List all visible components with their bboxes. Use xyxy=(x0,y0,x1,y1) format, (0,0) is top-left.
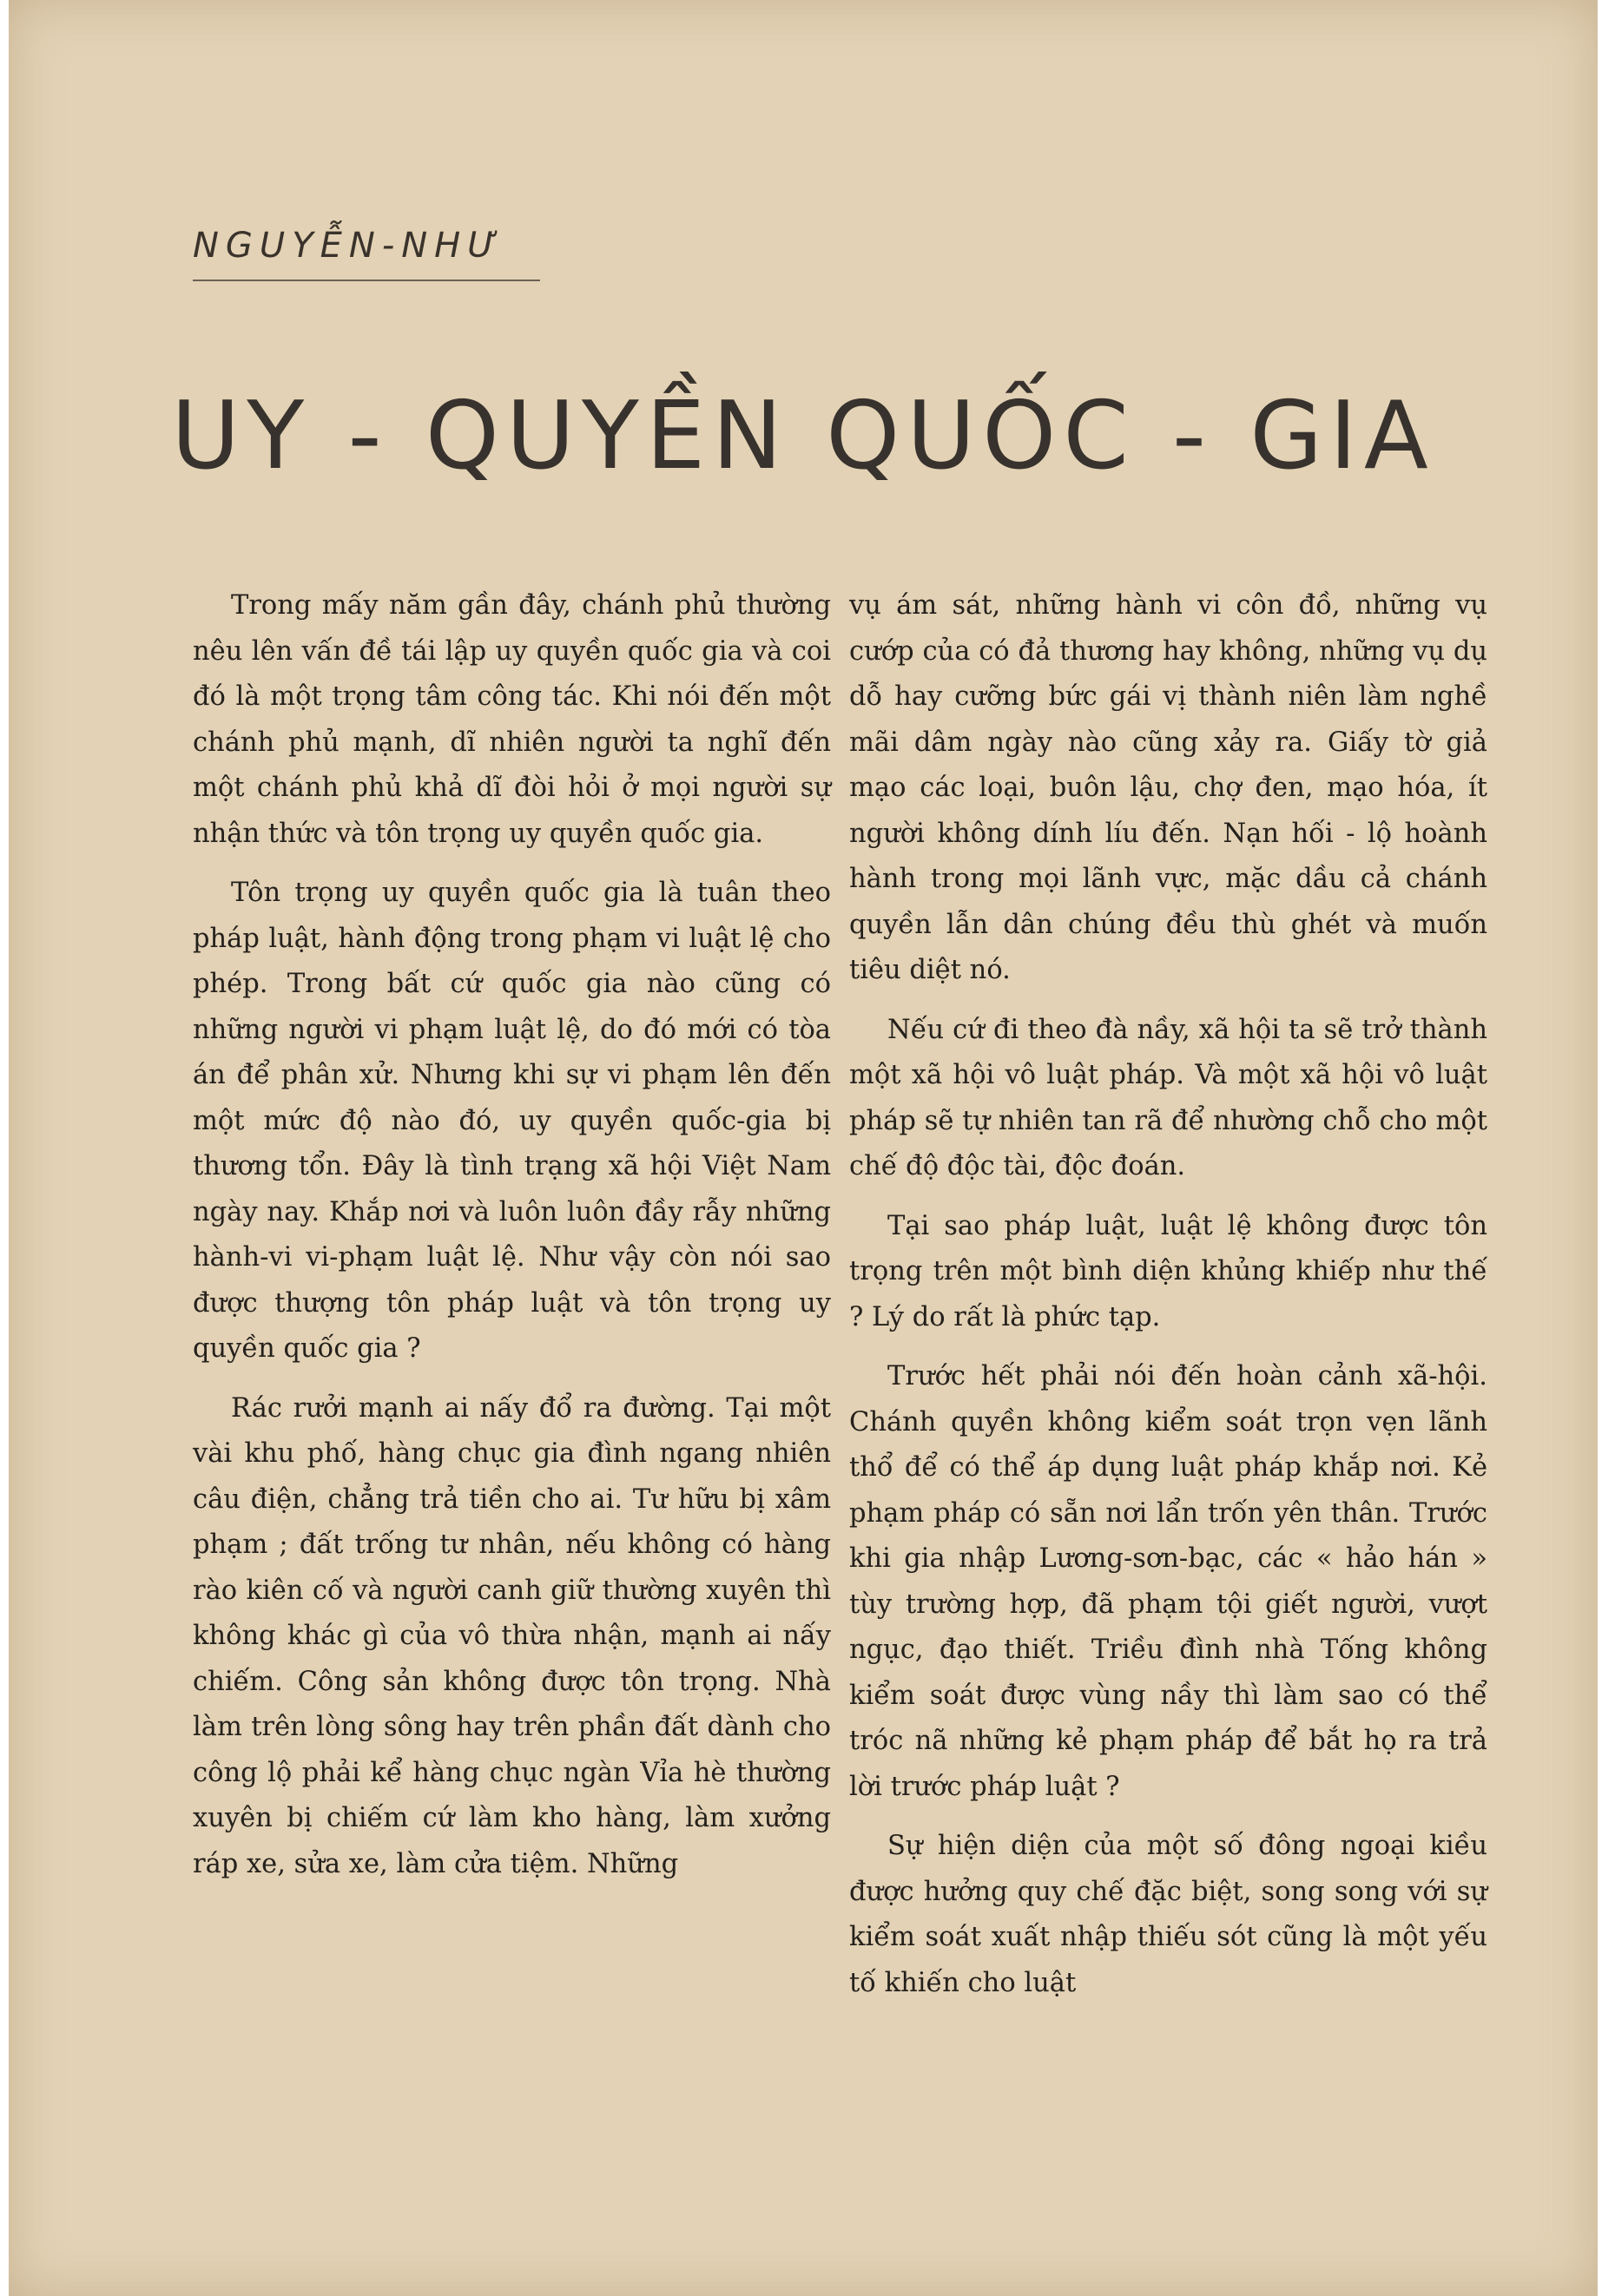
paragraph: Rác rưởi mạnh ai nấy đổ ra đường. Tại một vài khu phố, hàng chục gia đình ngang nhiên câu điện, chẳng trả tiền cho ai. Tư hữu bị xâm phạm ; đất trống tư nhân, nếu không có hàng rào kiên cố và người canh giữ thường xuyên thì không khác gì của vô thừa nhận, mạnh ai nấy chiếm. Công sản không được tôn trọng. Nhà làm trên lòng sông hay trên phần đất dành cho công lộ phải kể hàng chục ngàn Vỉa hè thường xuyên bị chiếm cứ làm kho hàng, làm xưởng ráp xe, sửa xe, làm cửa tiệm. Những xyxy=(193,1392,831,1879)
paragraph: Tôn trọng uy quyền quốc gia là tuân theo pháp luật, hành động trong phạm vi luật lệ cho phép. Trong bất cứ quốc gia nào cũng có những người vi phạm luật lệ, do đó mới có tòa án để phân xử. Nhưng khi sự vi phạm lên đến một mức độ nào đó, uy quyền quốc-gia bị thương tổn. Đây là tình trạng xã hội Việt Nam ngày nay. Khắp nơi và luôn luôn đầy rẫy những hành-vi vi-phạm luật lệ. Như vậy còn nói sao được thượng tôn pháp luật và tôn trọng uy quyền quốc gia ? xyxy=(193,878,831,1364)
paragraph: Nếu cứ đi theo đà nầy, xã hội ta sẽ trở thành một xã hội vô luật pháp. Và một xã hội vô luật pháp sẽ tự nhiên tan rã để nhường chỗ cho một chế độ độc tài, độc đoán. xyxy=(849,1014,1487,1181)
author-name: NGUYỄN-NHƯ xyxy=(193,226,504,266)
paragraph-continued: vụ ám sát, những hành vi côn đồ, những vụ cướp của có đả thương hay không, những vụ dụ dỗ hay cưỡng bức gái vị thành niên làm nghề mãi dâm ngày nào cũng xảy ra. Giấy tờ giả mạo các loại, buôn lậu, chợ đen, mạo hóa, ít người không dính líu đến. Nạn hối - lộ hoành hành trong mọi lãnh vực, mặc dầu cả chánh quyền lẫn dân chúng đều thù ghét và muốn tiêu diệt nó. xyxy=(849,590,1487,985)
author-underline xyxy=(193,280,540,281)
paragraph: Trong mấy năm gần đây, chánh phủ thường nêu lên vấn đề tái lập uy quyền quốc gia và coi đó là một trọng tâm công tác. Khi nói đến một chánh phủ mạnh, dĩ nhiên người ta nghĩ đến một chánh phủ khả dĩ đòi hỏi ở mọi người sự nhận thức và tôn trọng uy quyền quốc gia. xyxy=(193,590,831,849)
paragraph: Sự hiện diện của một số đông ngoại kiều được hưởng quy chế đặc biệt, song song với sự kiểm soát xuất nhập thiếu sót cũng là một yếu tố khiến cho luật xyxy=(849,1831,1487,1998)
right-column xyxy=(849,583,1487,2020)
left-column xyxy=(193,583,831,1901)
article-title: UY - QUYỀN QUỐC - GIA xyxy=(171,382,1435,490)
magazine-page xyxy=(9,0,1598,2296)
paragraph: Trước hết phải nói đến hoàn cảnh xã-hội. Chánh quyền không kiểm soát trọn vẹn lãnh thổ để có thể áp dụng luật pháp khắp nơi. Kẻ phạm pháp có sẵn nơi lẩn trốn yên thân. Trước khi gia nhập Lương-sơn-bạc, các « hảo hán » tùy trường hợp, đã phạm tội giết người, vượt ngục, đạo thiết. Triều đình nhà Tống không kiểm soát được vùng nầy thì làm sao có thể tróc nã những kẻ phạm pháp để bắt họ ra trả lời trước pháp luật ? xyxy=(849,1361,1487,1802)
paragraph: Tại sao pháp luật, luật lệ không được tôn trọng trên một bình diện khủng khiếp như thế ? Lý do rất là phức tạp. xyxy=(849,1210,1487,1332)
